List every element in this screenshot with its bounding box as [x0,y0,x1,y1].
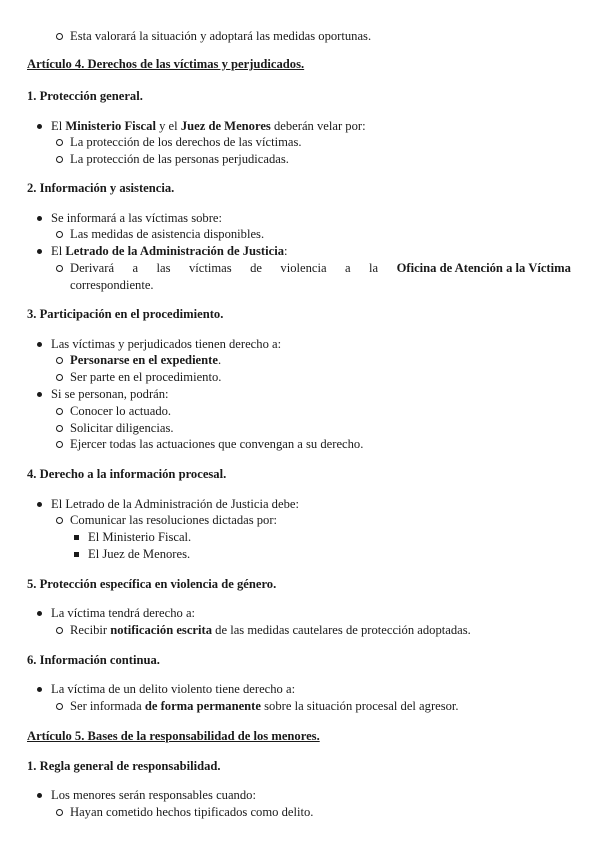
list-item-text: El Ministerio Fiscal. [88,530,192,544]
heading-text: Artículo 5. Bases de la responsabilidad de los menores. [27,729,320,743]
bullet-icon [37,687,42,692]
list-item-text: Las víctimas y perjudicados tienen derecho a: [51,337,282,351]
list-item-text: Hayan cometido hechos tipificados como delito. [70,805,314,819]
list-item-text: El Ministerio Fiscal y el Juez de Menores deberán velar por: [51,119,366,133]
list-item-text: La víctima tendrá derecho a: [51,606,196,620]
bullet-icon [37,249,42,254]
heading-text: 6. Información continua. [27,653,160,667]
list-item-text: Las medidas de asistencia disponibles. [70,227,265,241]
hollow-bullet-icon [56,33,63,40]
hollow-bullet-icon [56,627,63,634]
list-item-text: La víctima de un delito violento tiene derecho a: [51,682,296,696]
bullet-icon [37,502,42,507]
list-item-text: El Juez de Menores. [88,547,191,561]
list-item-text: La protección de las personas perjudicadas. [70,152,289,166]
list-item-text: La protección de los derechos de las víctimas. [70,135,302,149]
heading-text: 1. Regla general de responsabilidad. [27,759,221,773]
hollow-bullet-icon [56,517,63,524]
list-item-text: Se informará a las víctimas sobre: [51,211,223,225]
list-item-text: Ser parte en el procedimiento. [70,370,222,384]
hollow-bullet-icon [56,441,63,448]
list-item-text: correspondiente. [70,278,154,292]
heading-text: 2. Información y asistencia. [27,181,175,195]
list-item-text: El Letrado de la Administración de Justicia: [51,244,288,258]
bullet-icon [37,611,42,616]
bullet-icon [37,124,42,129]
hollow-bullet-icon [56,231,63,238]
heading-text: 1. Protección general. [27,89,143,103]
hollow-bullet-icon [56,374,63,381]
list-item-text: Solicitar diligencias. [70,421,174,435]
bullet-icon [37,392,42,397]
list-item-text: Recibir notificación escrita de las medidas cautelares de protección adoptadas. [70,623,471,637]
square-bullet-icon [74,552,79,557]
list-item-text: Ejercer todas las actuaciones que convengan a su derecho. [70,437,364,451]
heading-text: 3. Participación en el procedimiento. [27,307,224,321]
hollow-bullet-icon [56,139,63,146]
list-item-text: Conocer lo actuado. [70,404,172,418]
list-item-text: Comunicar las resoluciones dictadas por: [70,513,278,527]
hollow-bullet-icon [56,357,63,364]
hollow-bullet-icon [56,408,63,415]
hollow-bullet-icon [56,809,63,816]
list-item-text: Ser informada de forma permanente sobre la situación procesal del agresor. [70,699,459,713]
hollow-bullet-icon [56,265,63,272]
list-item-text: El Letrado de la Administración de Justicia debe: [51,497,299,511]
bullet-icon [37,216,42,221]
bullet-icon [37,793,42,798]
hollow-bullet-icon [56,156,63,163]
list-item-text: Los menores serán responsables cuando: [51,788,256,802]
list-item-text: Derivará a las víctimas de violencia a la Oficina de Atención a la Víctima [70,261,571,275]
heading-text: Artículo 4. Derechos de las víctimas y perjudicados. [27,57,305,71]
heading-text: 4. Derecho a la información procesal. [27,467,227,481]
hollow-bullet-icon [56,425,63,432]
list-item-text: Si se personan, podrán: [51,387,169,401]
bullet-icon [37,342,42,347]
list-item-text: Esta valorará la situación y adoptará las medidas oportunas. [70,29,372,43]
list-item-text: Personarse en el expediente. [70,353,222,367]
heading-text: 5. Protección específica en violencia de género. [27,577,277,591]
square-bullet-icon [74,535,79,540]
hollow-bullet-icon [56,703,63,710]
